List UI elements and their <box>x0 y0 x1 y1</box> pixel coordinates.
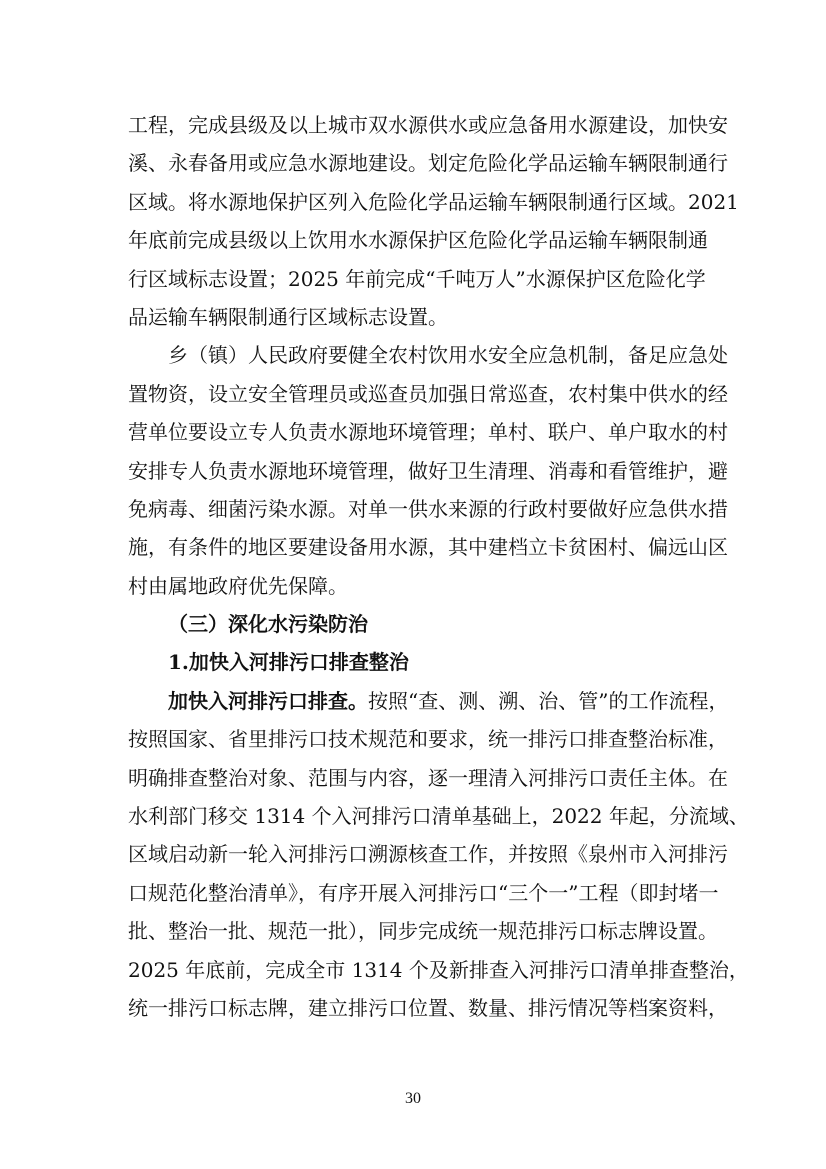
paragraph-line: 统一排污口标志牌，建立排污口位置、数量、排污情况等档案资料， <box>128 995 728 1020</box>
section-heading: （三）深化水污染防治 <box>168 612 368 637</box>
paragraph-line: 营单位要设立专人负责水源地环境管理；单村、联户、单户取水的村 <box>128 420 728 445</box>
paragraph-line: 年底前完成县级以上饮用水水源保护区危险化学品运输车辆限制通 <box>128 228 708 253</box>
paragraph-lead: 加快入河排污口排查。 <box>168 688 368 713</box>
paragraph-line: 批、整治一批、规范一批），同步完成统一规范排污口标志牌设置。 <box>128 919 718 944</box>
paragraph-line: 置物资，设立安全管理员或巡查员加强日常巡查，农村集中供水的经 <box>128 381 728 406</box>
paragraph-line <box>128 682 729 720</box>
paragraph-line: 乡（镇）人民政府要健全农村饮用水安全应急机制，备足应急处 <box>168 343 728 368</box>
paragraph-line: 按照国家、省里排污口技术规范和要求，统一排污口排查整治标准， <box>128 727 728 752</box>
paragraph-line: 口规范化整治清单》，有序开展入河排污口“三个一”工程（即封堵一 <box>128 880 719 905</box>
paragraph-line: 品运输车辆限制通行区域标志设置。 <box>128 304 448 329</box>
paragraph-line: 2025 年底前，完成全市 1314 个及新排查入河排污口清单排查整治， <box>128 957 749 982</box>
paragraph-line: 溪、永春备用或应急水源地建设。划定危险化学品运输车辆限制通行 <box>128 151 728 176</box>
paragraph-line: 水利部门移交 1314 个入河排污口清单基础上，2022 年起，分流域、 <box>128 804 749 829</box>
paragraph-line: 安排专人负责水源地环境管理，做好卫生清理、消毒和看管维护，避 <box>128 458 728 483</box>
paragraph-text: 按照“查、测、溯、治、管”的工作流程， <box>368 688 729 713</box>
body-text <box>128 106 749 1027</box>
paragraph-line: 区域启动新一轮入河排污口溯源核查工作，并按照《泉州市入河排污 <box>128 842 728 867</box>
paragraph-line: 明确排查整治对象、范围与内容，逐一理清入河排污口责任主体。在 <box>128 765 728 790</box>
subsection-heading: 1.加快入河排污口排查整治 <box>168 650 409 675</box>
paragraph-line: 免病毒、细菌污染水源。对单一供水来源的行政村要做好应急供水措 <box>128 496 728 521</box>
paragraph-line: 施，有条件的地区要建设备用水源，其中建档立卡贫困村、偏远山区 <box>128 535 728 560</box>
paragraph-line: 行区域标志设置；2025 年前完成“千吨万人”水源保护区危险化学 <box>128 266 706 291</box>
paragraph-line: 工程，完成县级及以上城市双水源供水或应急备用水源建设，加快安 <box>128 113 728 137</box>
page-number: 30 <box>405 1090 421 1107</box>
paragraph-line: 区域。将水源地保护区列入危险化学品运输车辆限制通行区域。2021 <box>128 189 739 214</box>
paragraph-line: 村由属地政府优先保障。 <box>128 573 348 598</box>
